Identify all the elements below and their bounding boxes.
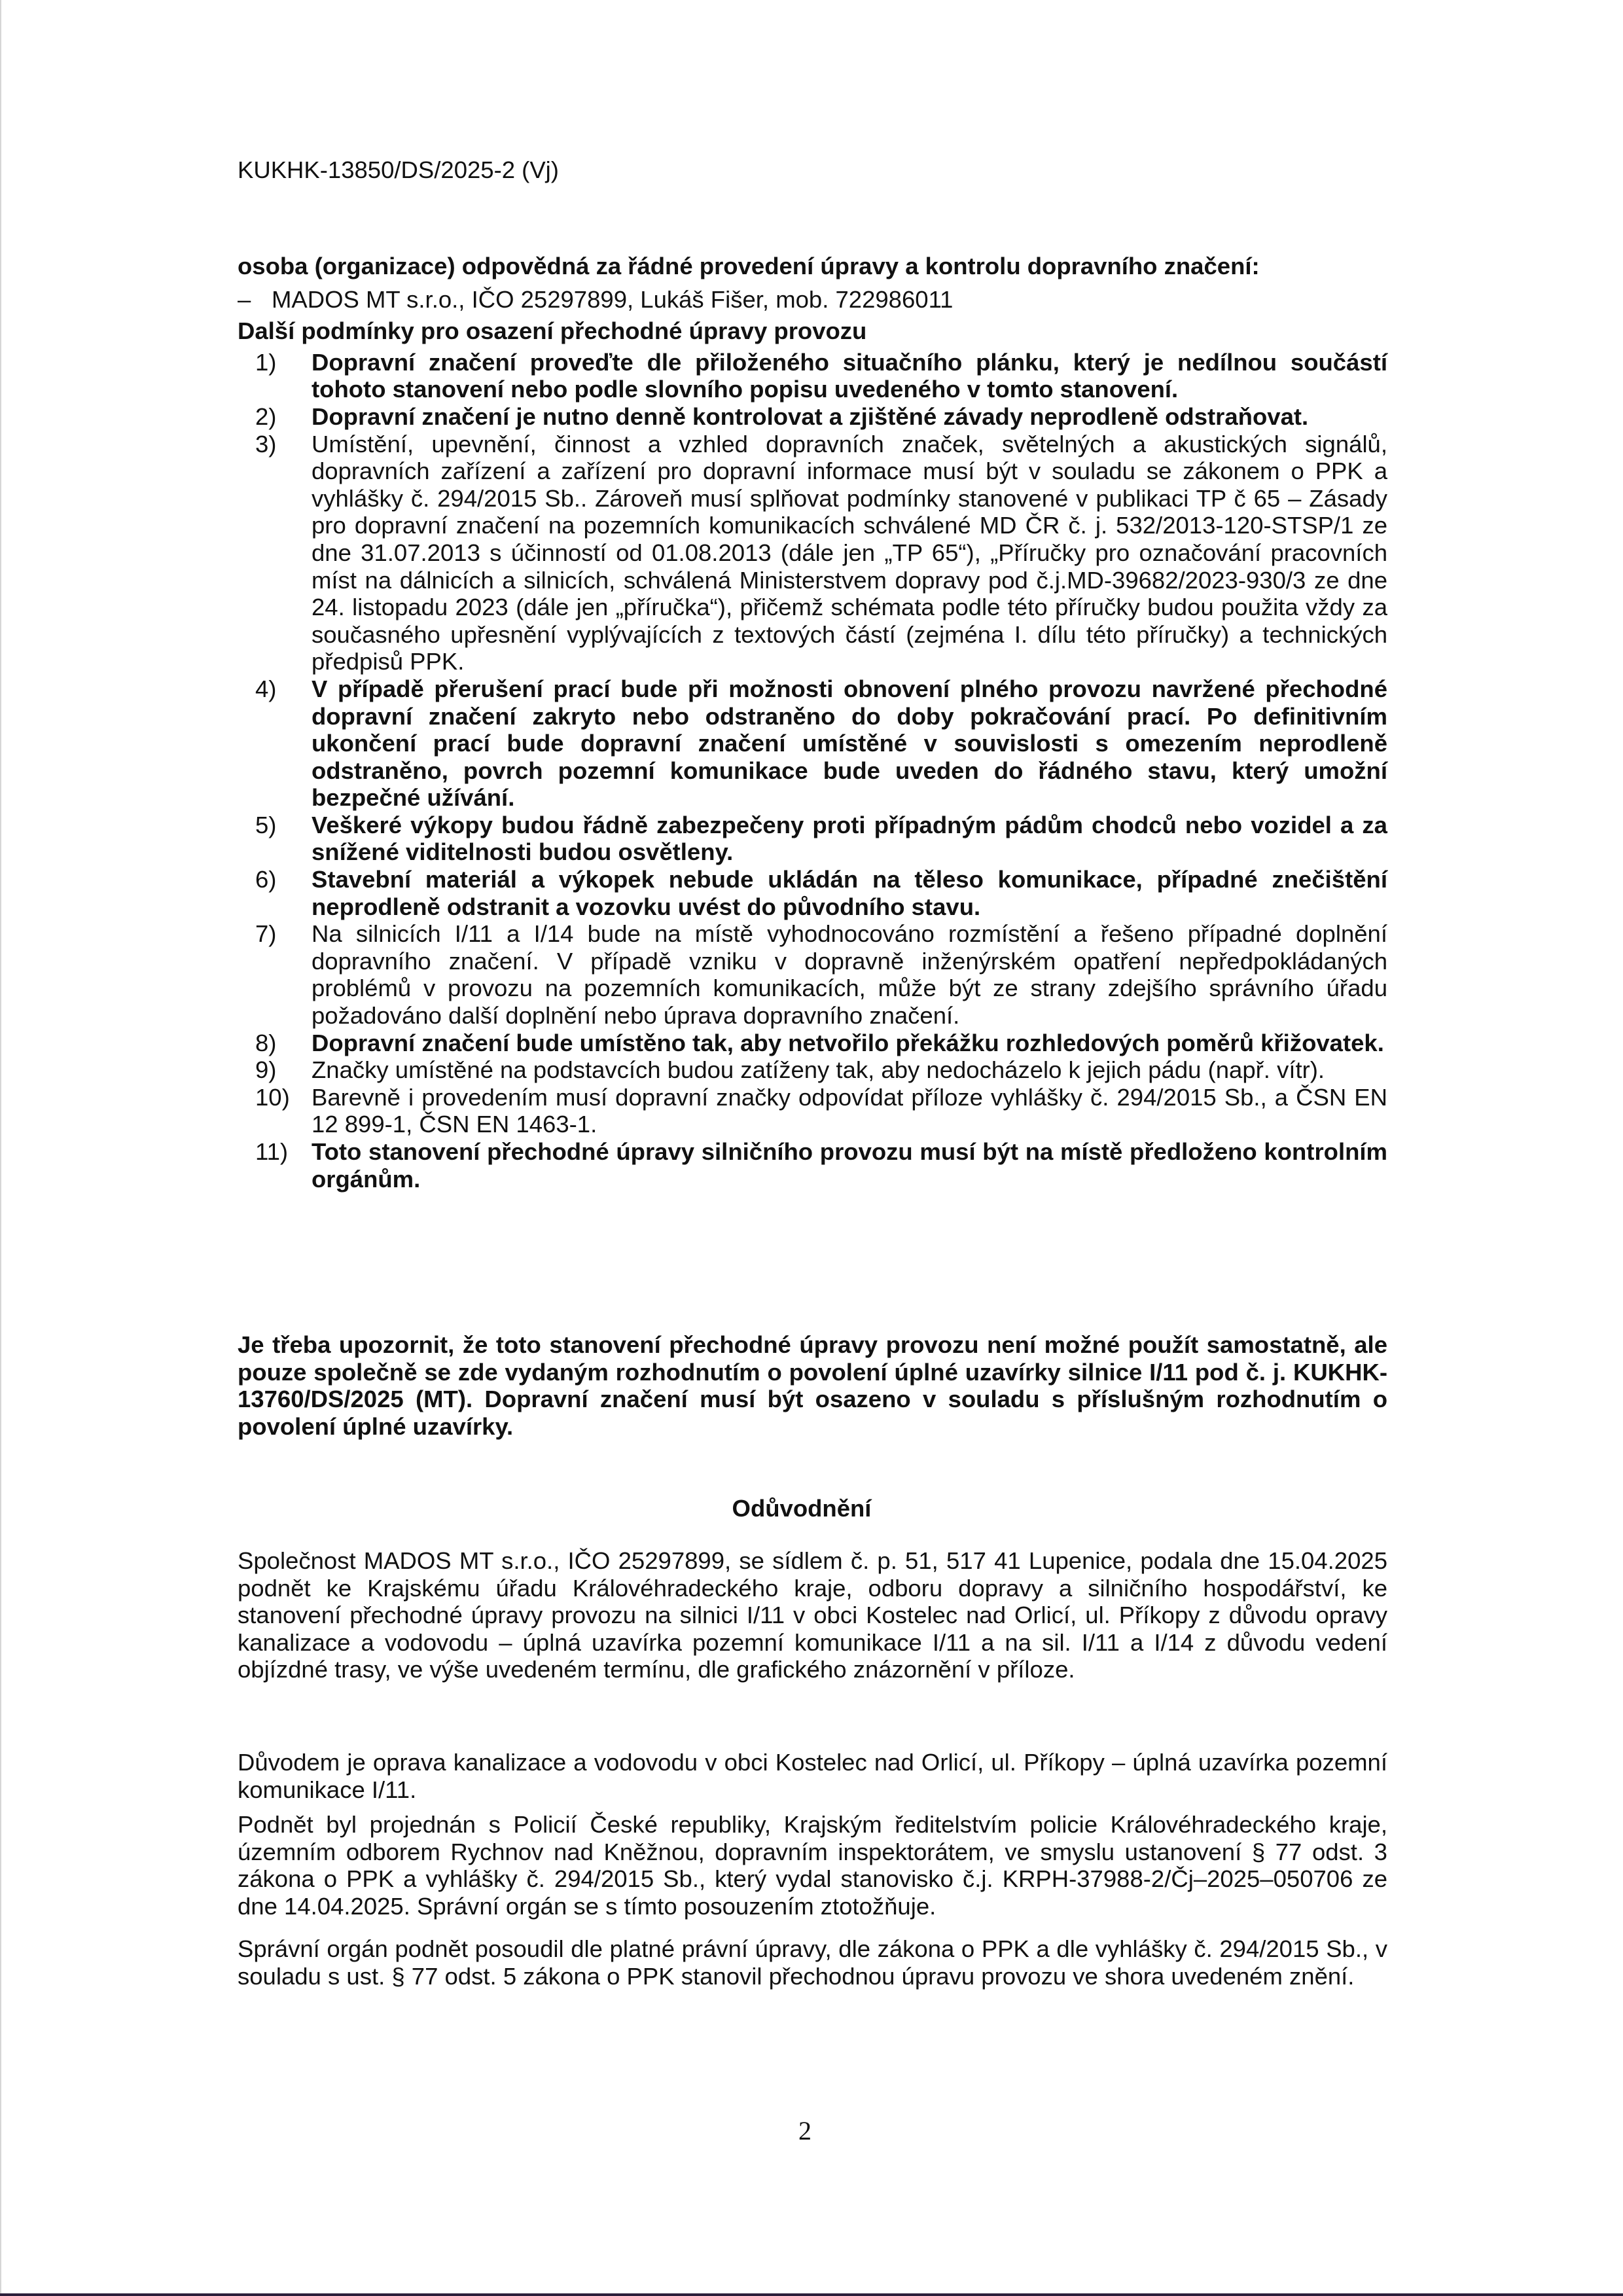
condition-text: Dopravní značení proveďte dle přiloženého situačního plánku, který je nedílnou součástí tohoto stanovení nebo podle slovního popisu uvedeného v tomto stanovení. <box>312 348 1387 403</box>
page-number <box>0 2115 1623 2146</box>
scan-edge-bottom <box>0 2293 1623 2296</box>
condition-item <box>238 349 1387 403</box>
condition-item <box>238 812 1387 866</box>
dash-bullet: – <box>238 285 251 313</box>
page-number-text: 2 <box>798 2116 812 2145</box>
condition-text: Značky umístěné na podstavcích budou zatíženy tak, aby nedocházelo k jejich pádu (např. vítr). <box>312 1056 1325 1084</box>
condition-text: Barevně i provedením musí dopravní značky odpovídat příloze vyhlášky č. 294/2015 Sb., a ČSN EN 12 899-1, ČSN EN 1463-1. <box>312 1083 1387 1138</box>
justification-paragraph: Důvodem je oprava kanalizace a vodovodu v obci Kostelec nad Orlicí, ul. Příkopy – úplná uzavírka pozemní komunikace I/11. <box>238 1749 1387 1803</box>
condition-text: Na silnicích I/11 a I/14 bude na místě vyhodnocováno rozmístění a řešeno případné doplnění dopravního značení. V případě vzniku v dopravně inženýrském opatření nepředpokládaných problémů v provozu na pozemních komunikacích, může být ze strany zdejšího správního úřadu požadováno další doplnění nebo úprava dopravního značení. <box>312 920 1387 1030</box>
responsible-person-text: MADOS MT s.r.o., IČO 25297899, Lukáš Fišer, mob. 722986011 <box>272 285 954 313</box>
condition-number: 5) <box>255 811 277 838</box>
scan-edge-left <box>0 0 1 2296</box>
condition-number: 10) <box>255 1083 290 1111</box>
condition-text: Dopravní značení bude umístěno tak, aby netvořilo překážku rozhledových poměrů křižovatek. <box>312 1029 1384 1056</box>
justification-heading <box>0 1495 1623 1522</box>
condition-item <box>238 675 1387 812</box>
condition-number: 4) <box>255 675 277 702</box>
justification-paragraph: Společnost MADOS MT s.r.o., IČO 25297899, se sídlem č. p. 51, 517 41 Lupenice, podala dne 15.04.2025 podnět ke Krajskému úřadu Královéhradeckého kraje, odboru dopravy a silničního hospodářství, ke stanovení přechodné úpravy provozu na silnici I/11 v obci Kostelec nad Orlicí, ul. Příkopy z důvodu opravy kanalizace a vodovodu – úplná uzavírka pozemní komunikace I/11 a na sil. I/11 a I/14 z důvodu vedení objízdné trasy, ve výše uvedeném termínu, dle grafického znázornění v příloze. <box>238 1547 1387 1683</box>
condition-text: Toto stanovení přechodné úpravy silničního provozu musí být na místě předloženo kontrolním orgánům. <box>312 1138 1387 1193</box>
condition-number: 3) <box>255 430 277 457</box>
conditions-list <box>238 349 1387 1193</box>
condition-number: 8) <box>255 1029 277 1056</box>
responsible-person-section <box>238 253 1387 1193</box>
condition-item <box>238 866 1387 920</box>
condition-number: 11) <box>255 1138 289 1165</box>
condition-text: Dopravní značení je nutno denně kontrolovat a zjištěné závady neprodleně odstraňovat. <box>312 403 1309 430</box>
condition-number: 7) <box>255 920 277 948</box>
usage-warning-paragraph: Je třeba upozornit, že toto stanovení přechodné úpravy provozu není možné použít samostatně, ale pouze společně se zde vydaným rozhodnutím o povolení úplné uzavírky silnice I/11 pod č. j. KUKHK-13760/DS/2025 (MT). Dopravní značení musí být osazeno v souladu s příslušným rozhodnutím o povolení úplné uzavírky. <box>238 1331 1387 1440</box>
condition-number: 2) <box>255 403 277 430</box>
condition-item <box>238 1084 1387 1138</box>
condition-text: Veškeré výkopy budou řádně zabezpečeny proti případným pádům chodců nebo vozidel a za snížené viditelnosti budou osvětleny. <box>312 811 1387 866</box>
justification-paragraph: Podnět byl projednán s Policií České republiky, Krajským ředitelstvím policie Královéhradeckého kraje, územním odborem Rychnov nad Kněžnou, dopravním inspektorátem, ve smyslu ustanovení § 77 odst. 3 zákona o PPK a vyhlášky č. 294/2015 Sb., který vydal stanovisko č.j. KRPH-37988-2/Čj–2025–050706 ze dne 14.04.2025. Správní orgán se s tímto posouzením ztotožňuje. <box>238 1811 1387 1920</box>
condition-item <box>238 920 1387 1029</box>
condition-item <box>238 431 1387 675</box>
condition-item <box>238 1138 1387 1193</box>
document-reference-number: KUKHK-13850/DS/2025-2 (Vj) <box>238 156 559 183</box>
responsible-person-heading: osoba (organizace) odpovědná za řádné provedení úpravy a kontrolu dopravního značení: <box>238 253 1260 279</box>
condition-text: Stavební materiál a výkopek nebude ukládán na těleso komunikace, případné znečištění neprodleně odstranit a vozovku uvést do původního stavu. <box>312 866 1387 920</box>
justification-paragraph: Správní orgán podnět posoudil dle platné právní úpravy, dle zákona o PPK a dle vyhlášky č. 294/2015 Sb., v souladu s ust. § 77 odst. 5 zákona o PPK stanovil přechodnou úpravu provozu ve shora uvedeném znění. <box>238 1935 1387 1990</box>
condition-number: 1) <box>255 348 277 376</box>
condition-text: Umístění, upevnění, činnost a vzhled dopravních značek, světelných a akustických signálů, dopravních zařízení a zařízení pro dopravní informace musí být v souladu se zákonem o PPK a vyhlášky č. 294/2015 Sb.. Zároveň musí splňovat podmínky stanovené v publikaci TP č 65 – Zásady pro dopravní značení na pozemních komunikacích schválené MD ČR č. j. 532/2013-120-STSP/1 ze dne 31.07.2013 s účinností od 01.08.2013 (dále jen „TP 65“), „Příručky pro označování pracovních míst na dálnicích a silnicích, schválená Ministerstvem dopravy pod č.j.MD-39682/2023-930/3 ze dne 24. listopadu 2023 (dále jen „příručka“), přičemž schémata podle této příručky budou použita vždy za současného upřesnění vyplývajících z textových částí (zejména I. dílu této příručky) a technických předpisů PPK. <box>312 430 1387 675</box>
condition-item <box>238 403 1387 431</box>
responsible-person-entry <box>238 286 1387 314</box>
condition-item <box>238 1056 1387 1084</box>
condition-number: 9) <box>255 1056 277 1084</box>
justification-heading-text: Odůvodnění <box>732 1495 872 1522</box>
condition-text: V případě přerušení prací bude při možnosti obnovení plného provozu navržené přechodné dopravní značení zakryto nebo odstraněno do doby pokračování prací. Po definitivním ukončení prací bude dopravní značení umístěné v souvislosti s omezením neprodleně odstraněno, povrch pozemní komunikace bude uveden do řádného stavu, který umožní bezpečné užívání. <box>312 675 1387 812</box>
condition-number: 6) <box>255 866 277 893</box>
condition-item <box>238 1030 1387 1057</box>
conditions-heading: Další podmínky pro osazení přechodné úpravy provozu <box>238 317 867 345</box>
